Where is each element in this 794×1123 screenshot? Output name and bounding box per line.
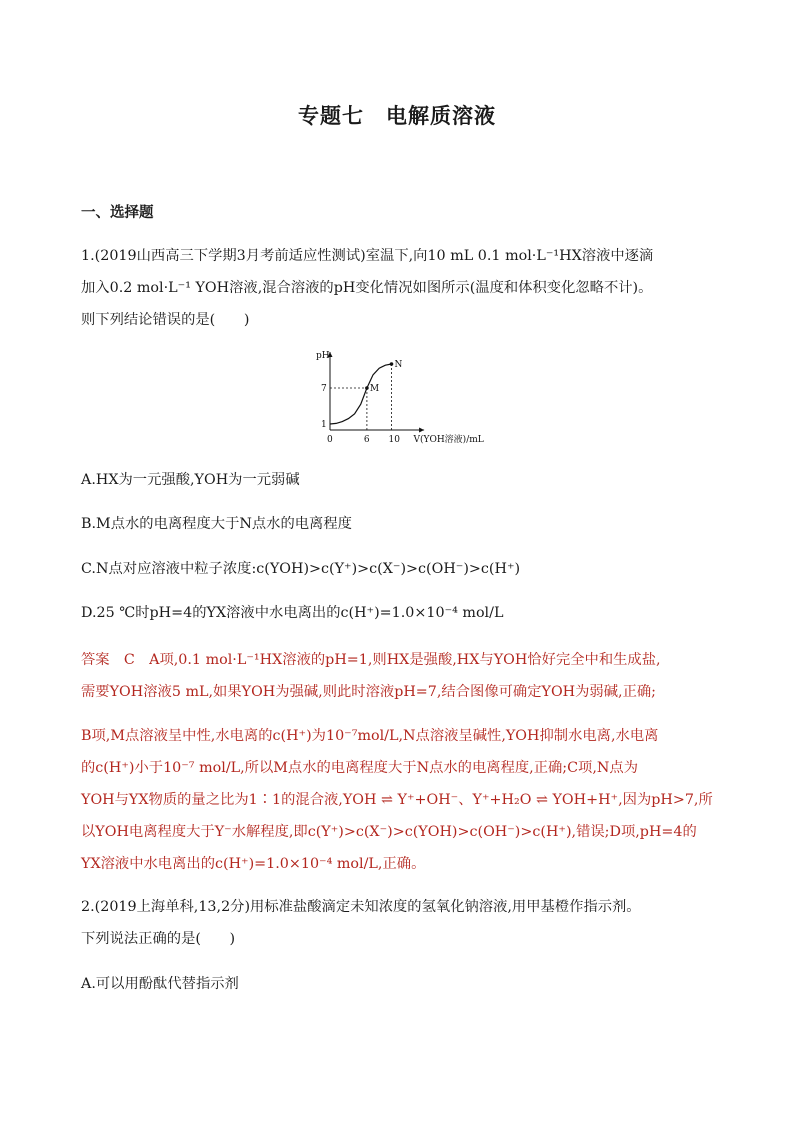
- x-axis-label: V(YOH溶液)/mL: [413, 435, 484, 445]
- point-marker: [365, 386, 369, 390]
- q1-explanation-line: YX溶液中水电离出的c(H⁺)=1.0×10⁻⁴ mol/L,正确。: [81, 856, 426, 872]
- section-heading: 一、选择题: [81, 205, 154, 221]
- q1-option-d: D.25 ℃时pH=4的YX溶液中水电离出的c(H⁺)=1.0×10⁻⁴ mol/L: [81, 605, 504, 621]
- q1-stem-line: 则下列结论错误的是( ): [81, 312, 250, 328]
- q1-stem-line: 1.(2019山西高三下学期3月考前适应性测试)室温下,向10 mL 0.1 mol·L⁻¹HX溶液中逐滴: [81, 248, 654, 264]
- point-label: M: [369, 384, 380, 394]
- point-label: N: [394, 360, 403, 370]
- y-tick-label: 1: [321, 420, 327, 430]
- q1-explanation-line: YOH与YX物质的量之比为1∶1的混合液,YOH ⇌ Y⁺+OH⁻、Y⁺+H₂O ⇌ YOH+H⁺,因为pH>7,所: [81, 792, 713, 808]
- x-tick-label: 6: [363, 435, 370, 445]
- q2-option-a: A.可以用酚酞代替指示剂: [81, 976, 239, 992]
- q1-option-b: B.M点水的电离程度大于N点水的电离程度: [81, 516, 352, 532]
- ph-titration-chart: [308, 342, 508, 446]
- ph-curve: [330, 364, 392, 424]
- q1-stem-line: 加入0.2 mol·L⁻¹ YOH溶液,混合溶液的pH变化情况如图所示(温度和体积变化忽略不计)。: [81, 280, 653, 296]
- x-axis-arrow: [419, 428, 424, 433]
- x-tick-label: 0: [327, 435, 333, 445]
- q2-stem-line: 下列说法正确的是( ): [81, 931, 236, 947]
- q1-explanation-line: B项,M点溶液呈中性,水电离的c(H⁺)为10⁻⁷mol/L,N点溶液呈碱性,YOH抑制水电离,水电离: [81, 728, 659, 744]
- q1-explanation-line: 的c(H⁺)小于10⁻⁷ mol/L,所以M点水的电离程度大于N点水的电离程度,正确;C项,N点为: [81, 760, 639, 776]
- y-tick-label: 7: [321, 384, 327, 394]
- q1-explanation-line: 以YOH电离程度大于Y⁻水解程度,即c(Y⁺)>c(X⁻)>c(YOH)>c(OH⁻)>c(H⁺),错误;D项,pH=4的: [81, 824, 697, 840]
- q2-stem-line: 2.(2019上海单科,13,2分)用标准盐酸滴定未知浓度的氢氧化钠溶液,用甲基橙作指示剂。: [81, 899, 641, 915]
- page-title: 专题七 电解质溶液: [298, 104, 496, 128]
- q1-answer-line: 答案 C A项,0.1 mol·L⁻¹HX溶液的pH=1,则HX是强酸,HX与YOH恰好完全中和生成盐,: [81, 652, 661, 668]
- q1-option-c: C.N点对应溶液中粒子浓度:c(YOH)>c(Y⁺)>c(X⁻)>c(OH⁻)>c(H⁺): [81, 561, 521, 577]
- point-marker: [390, 362, 394, 366]
- y-axis-label: pH: [316, 351, 330, 361]
- q1-option-a: A.HX为一元强酸,YOH为一元弱碱: [81, 472, 300, 488]
- q1-answer-line: 需要YOH溶液5 mL,如果YOH为强碱,则此时溶液pH=7,结合图像可确定YOH为弱碱,正确;: [81, 684, 656, 700]
- x-tick-label: 10: [388, 435, 400, 445]
